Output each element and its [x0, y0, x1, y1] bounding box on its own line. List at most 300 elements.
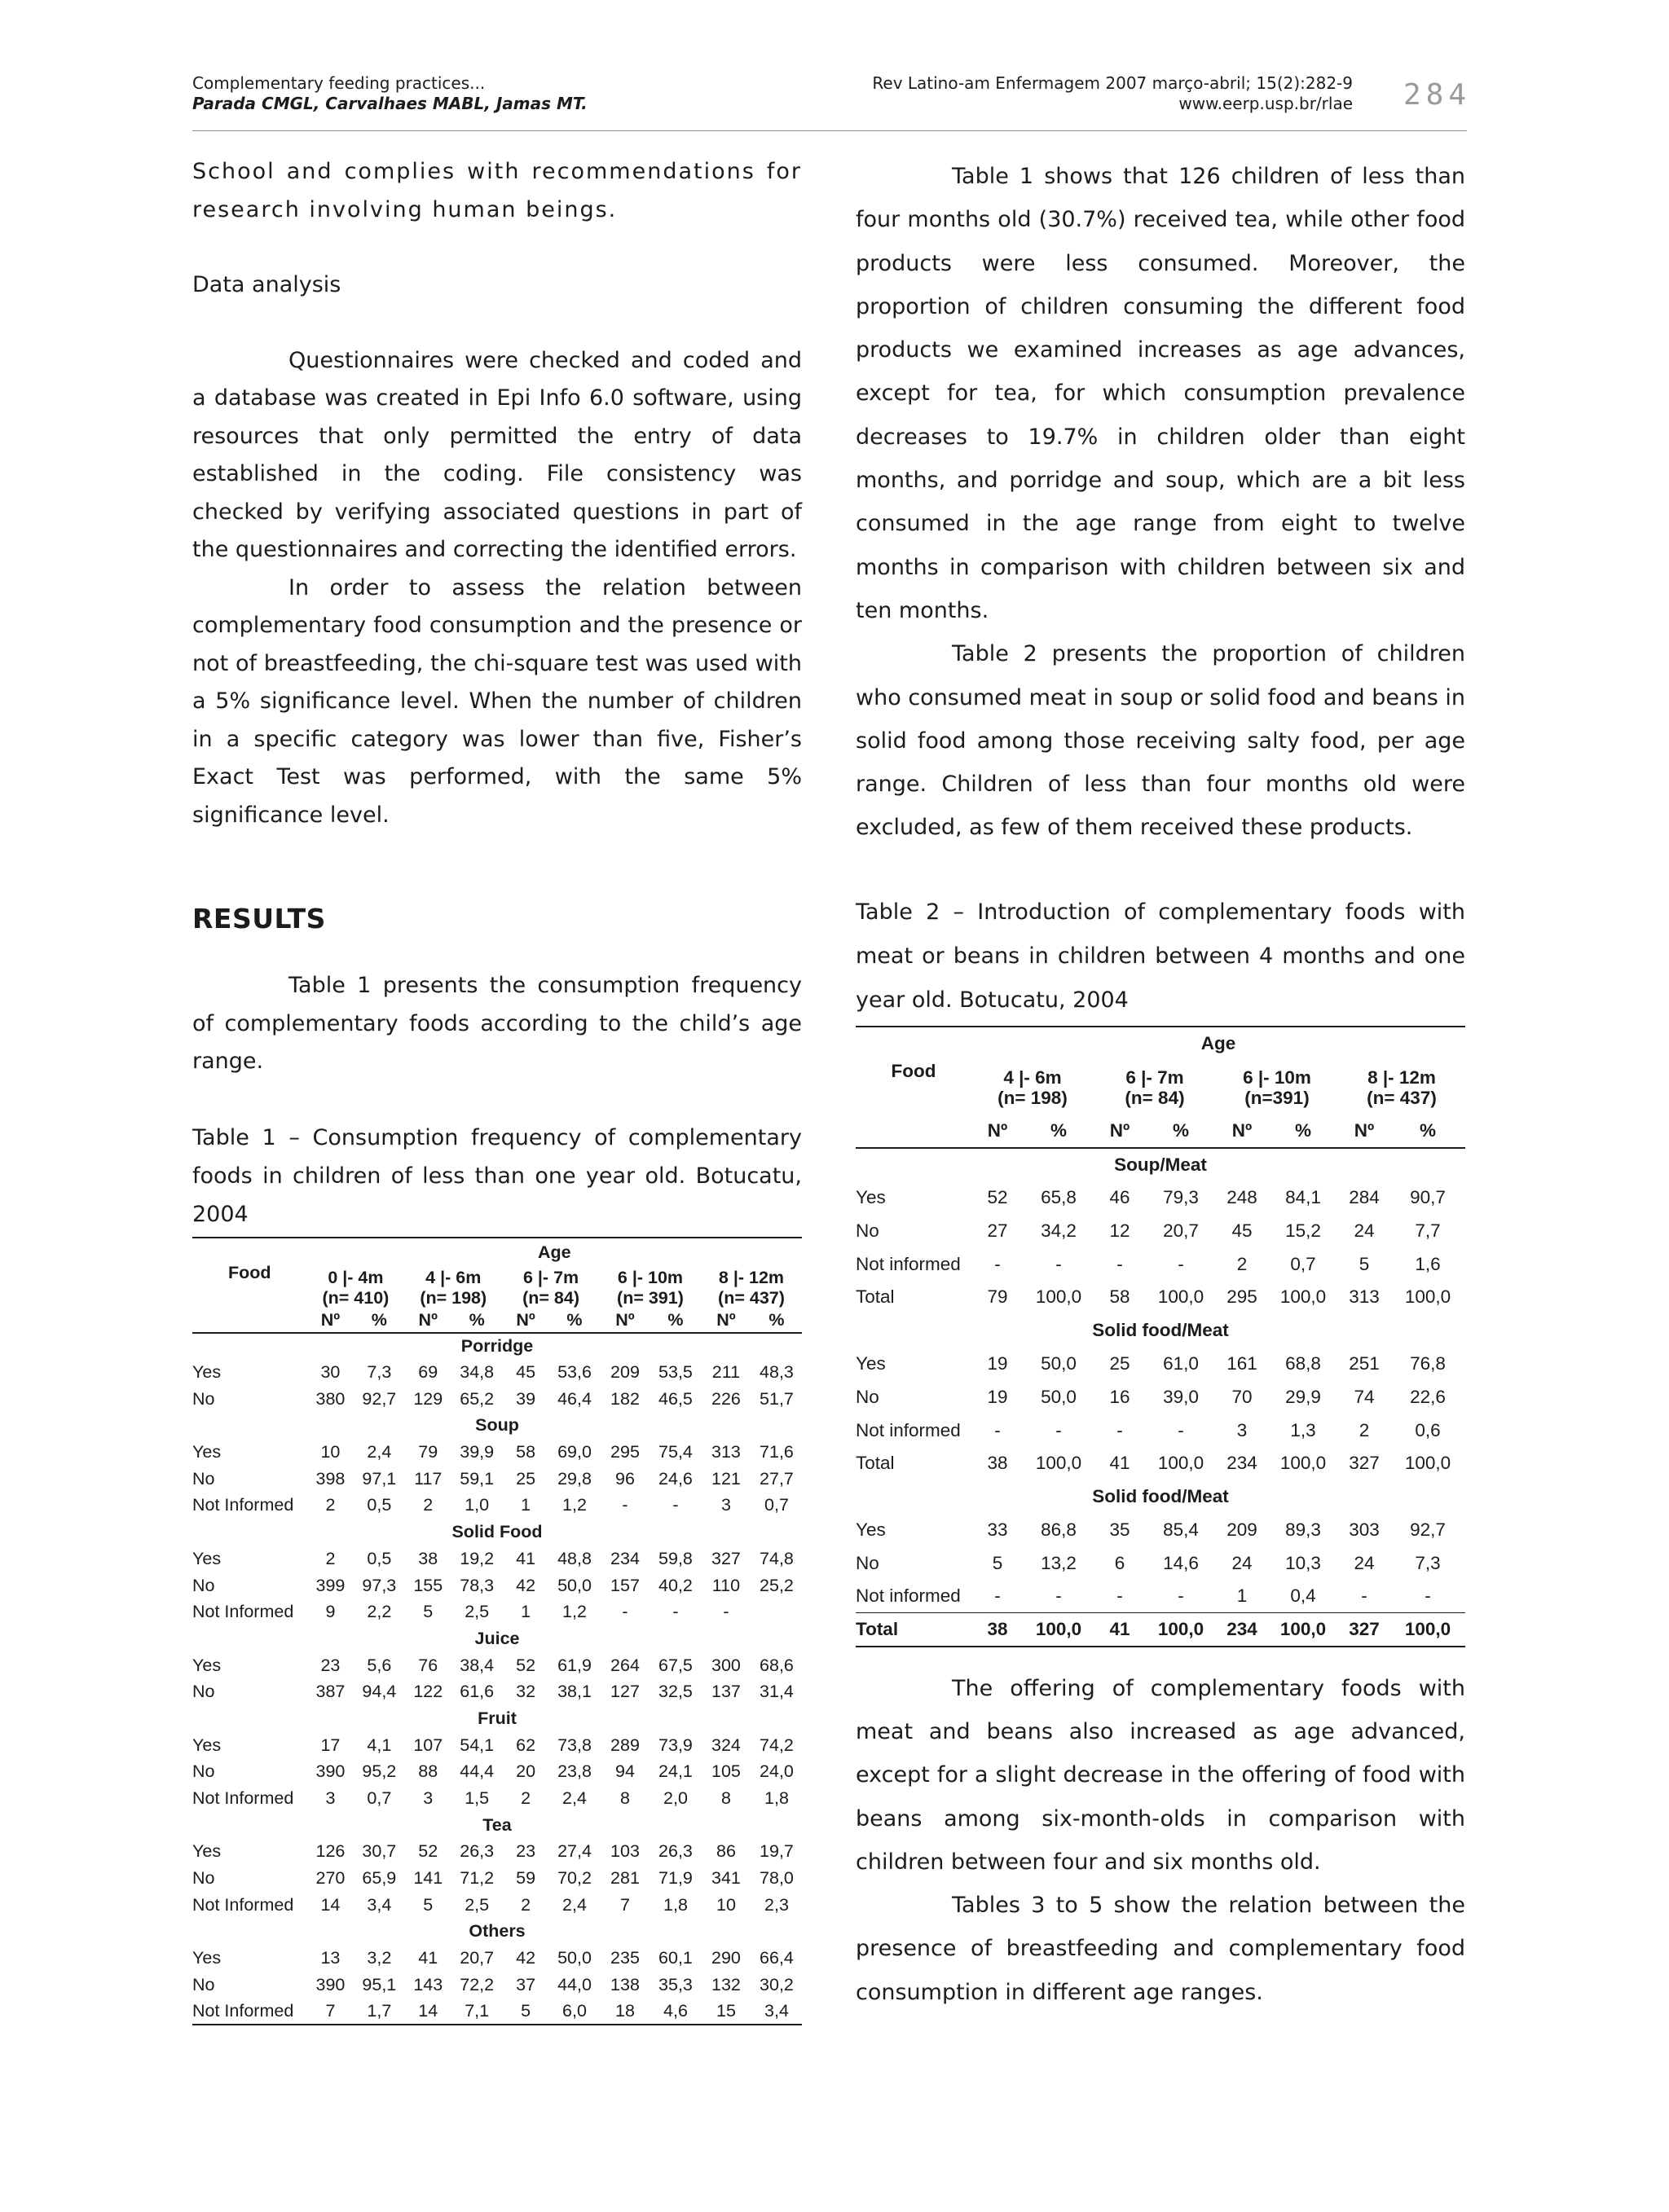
count-cell: 141: [413, 1868, 443, 1889]
percent-cell: 67,5: [658, 1655, 693, 1675]
count-cell: 20: [516, 1761, 536, 1782]
age-range-n: (n= 391): [617, 1287, 684, 1308]
table1-group-label: Soup: [475, 1415, 519, 1436]
percent-cell: 74,8: [760, 1548, 794, 1568]
table1-food-header: Food: [227, 1263, 271, 1282]
paragraph-intro: School and complies with recommendations for research involving human beings.: [192, 159, 802, 222]
count-cell: -: [994, 1419, 1001, 1440]
table2-group-row: [856, 1314, 1465, 1348]
paragraph-table2-intro: Table 2 presents the proportion of children who consumed meat in soup or solid food and beans in solid food among those receiving salty food, per age range. Children of less than four months old were excluded, as few of them received these products.: [856, 641, 1465, 841]
count-cell: 2: [521, 1788, 531, 1809]
percent-cell: 69,0: [557, 1442, 592, 1462]
count-cell: 107: [413, 1735, 443, 1755]
count-cell: 5: [502, 1999, 549, 2025]
table1-age-range: [600, 1268, 701, 1308]
count-cell: 2: [423, 1495, 434, 1515]
count-cell: 327: [711, 1548, 741, 1568]
percent-cell: 50,0: [557, 1948, 592, 1968]
age-range-n: (n= 437): [1367, 1087, 1437, 1108]
percent-cell: 6,0: [549, 1999, 600, 2025]
table2-caption: Table 2 – Introduction of complementary foods with meat or beans in children between 4 months and one year old. Botucatu, 2004: [856, 891, 1465, 1027]
count-cell: 33: [987, 1519, 1008, 1540]
count-cell: 41: [1109, 1453, 1130, 1474]
table1-age-range: [701, 1268, 802, 1308]
percent-cell: 2,4: [562, 1788, 587, 1809]
count-cell: 5: [423, 1602, 434, 1622]
percent-cell: 65,9: [362, 1868, 397, 1889]
count-cell: 122: [413, 1682, 443, 1702]
percent-cell: 1,3: [1290, 1419, 1316, 1440]
percent-cell: 73,9: [658, 1735, 693, 1755]
count-cell: 45: [1231, 1220, 1253, 1241]
age-range-label: 6 |- 7m: [1125, 1066, 1184, 1088]
percent-cell: 2,4: [367, 1442, 392, 1462]
percent-cell: 1,8: [663, 1894, 688, 1915]
count-cell: -: [1116, 1253, 1123, 1274]
percent-cell: 0,5: [367, 1548, 392, 1568]
percent-cell: 10,3: [1285, 1552, 1321, 1573]
age-range-n: (n= 198): [420, 1287, 487, 1308]
percent-cell: 44,0: [557, 1974, 592, 1994]
count-cell: 157: [610, 1575, 640, 1595]
empty-cell: [192, 1308, 307, 1333]
count-cell: 94: [615, 1761, 635, 1782]
percent-cell: 2,3: [764, 1894, 789, 1915]
percent-cell: 5,6: [367, 1655, 392, 1675]
table2: [856, 1027, 1465, 1647]
count-cell: 380: [315, 1388, 346, 1409]
col-percent-header: %: [751, 1308, 802, 1333]
count-cell: 58: [516, 1442, 536, 1462]
table2-age-range: [1094, 1060, 1216, 1115]
count-cell: 76: [418, 1655, 438, 1675]
count-cell: 38: [971, 1613, 1024, 1647]
table1-unit-row: [192, 1308, 802, 1333]
count-cell: 117: [414, 1468, 443, 1489]
count-cell: 6: [1114, 1552, 1125, 1573]
percent-cell: 50,0: [557, 1575, 592, 1595]
percent-cell: -: [1055, 1419, 1062, 1440]
col-count-header: Nº: [1338, 1115, 1390, 1148]
count-cell: 234: [1216, 1613, 1268, 1647]
count-cell: 24: [1354, 1220, 1375, 1241]
percent-cell: 3,4: [751, 1999, 802, 2025]
row-label: Yes: [192, 1948, 222, 1968]
table2-data-row: [856, 1348, 1465, 1381]
percent-cell: 78,0: [760, 1868, 794, 1889]
count-cell: 3: [423, 1788, 434, 1809]
count-cell: 161: [1226, 1352, 1257, 1374]
count-cell: 24: [1231, 1552, 1253, 1573]
table1-data-row: [192, 1599, 802, 1625]
table2-group-label: Soup/Meat: [1114, 1154, 1207, 1175]
empty-cell: [856, 1115, 971, 1148]
count-cell: 25: [516, 1468, 536, 1489]
percent-cell: 54,1: [460, 1735, 495, 1755]
percent-cell: 71,6: [760, 1442, 794, 1462]
percent-cell: 65,2: [460, 1388, 495, 1409]
col-count-header: Nº: [971, 1115, 1024, 1148]
count-cell: 19: [987, 1386, 1008, 1407]
percent-cell: 60,1: [658, 1948, 693, 1968]
percent-cell: 100,0: [1404, 1286, 1451, 1308]
count-cell: 7: [619, 1894, 630, 1915]
paragraph-table1-results: Table 1 shows that 126 children of less than four months old (30.7%) received tea, while other food products were less consumed. Moreover, the proportion of children consuming the different food products we examined increases as age advances, except for tea, for which consumption prevalence decreases to 19.7% in children older than eight months, and porridge and soup, which are a bit less consumed in the age range from eight to twelve months in comparison with children between six and ten months.: [856, 164, 1465, 623]
table2-age-header: Age: [1200, 1032, 1236, 1053]
percent-cell: 50,0: [1041, 1352, 1077, 1374]
count-cell: 17: [320, 1735, 341, 1755]
count-cell: -: [1116, 1419, 1123, 1440]
col-count-header: Nº: [600, 1308, 650, 1333]
paragraph-table1-intro: Table 1 presents the consumption frequency of complementary foods according to the child’s age range.: [192, 973, 802, 1074]
count-cell: 1: [521, 1602, 531, 1622]
table2-data-row: [856, 1447, 1465, 1480]
percent-cell: 46,4: [557, 1388, 592, 1409]
count-cell: 23: [320, 1655, 341, 1675]
row-label: No: [192, 1868, 215, 1889]
table1-group-row: [192, 1333, 802, 1360]
count-cell: 5: [992, 1552, 1003, 1573]
table1-group-row: [192, 1519, 802, 1546]
count-cell: 390: [315, 1974, 346, 1994]
table1-data-row: [192, 1572, 802, 1599]
percent-cell: 97,1: [362, 1468, 397, 1489]
percent-cell: 51,7: [760, 1388, 794, 1409]
percent-cell: 27,4: [557, 1841, 592, 1862]
age-range-n: (n= 84): [522, 1287, 580, 1308]
count-cell: 398: [315, 1468, 346, 1489]
count-cell: 74: [1354, 1386, 1375, 1407]
count-cell: 324: [711, 1735, 741, 1755]
count-cell: 38: [418, 1548, 438, 1568]
percent-cell: 61,6: [460, 1682, 495, 1702]
col-count-header: Nº: [502, 1308, 549, 1333]
percent-cell: 14,6: [1163, 1552, 1199, 1573]
percent-cell: 25,2: [760, 1575, 794, 1595]
percent-cell: 65,8: [1041, 1186, 1077, 1207]
age-range-label: 8 |- 12m: [1367, 1066, 1436, 1088]
count-cell: -: [994, 1253, 1001, 1274]
row-label: No: [192, 1575, 215, 1595]
percent-cell: 22,6: [1410, 1386, 1446, 1407]
table1-data-row: [192, 1732, 802, 1759]
row-label: Not informed: [856, 1419, 961, 1440]
percent-cell: [751, 1599, 802, 1625]
count-cell: 2: [325, 1495, 336, 1515]
percent-cell: 46,5: [658, 1388, 693, 1409]
percent-cell: 23,8: [557, 1761, 592, 1782]
percent-cell: 53,5: [658, 1362, 693, 1383]
age-range-label: 0 |- 4m: [328, 1267, 384, 1287]
percent-cell: 29,9: [1285, 1386, 1321, 1407]
percent-cell: 72,2: [460, 1974, 495, 1994]
table1-data-row: [192, 1678, 802, 1705]
count-cell: 12: [1109, 1220, 1130, 1241]
count-cell: 289: [610, 1735, 640, 1755]
page-number: 284: [1403, 78, 1472, 112]
count-cell: 14: [404, 1999, 451, 2025]
count-cell: 3: [1236, 1419, 1248, 1440]
percent-cell: -: [1425, 1585, 1431, 1607]
table1-group-row: [192, 1413, 802, 1440]
col-count-header: Nº: [307, 1308, 354, 1333]
count-cell: 295: [610, 1442, 640, 1462]
count-cell: 138: [610, 1974, 640, 1994]
percent-cell: 50,0: [1041, 1386, 1077, 1407]
table1-data-row: [192, 1439, 802, 1466]
count-cell: 235: [610, 1948, 640, 1968]
table1-age-range: [307, 1268, 405, 1308]
percent-cell: 24,1: [658, 1761, 693, 1782]
count-cell: 284: [1349, 1186, 1380, 1207]
percent-cell: 92,7: [362, 1388, 397, 1409]
count-cell: 3: [720, 1495, 731, 1515]
count-cell: 103: [610, 1841, 640, 1862]
percent-cell: 7,1: [451, 1999, 502, 2025]
age-range-label: 6 |- 7m: [522, 1267, 579, 1287]
table1-data-row: [192, 1785, 802, 1812]
count-cell: 303: [1349, 1519, 1380, 1540]
count-cell: 209: [1226, 1519, 1257, 1540]
row-label: No: [856, 1220, 879, 1241]
percent-cell: 100,0: [1035, 1286, 1082, 1308]
count-cell: -: [994, 1585, 1001, 1607]
percent-cell: 39,0: [1163, 1386, 1199, 1407]
count-cell: 1: [521, 1495, 531, 1515]
table1-data-row: [192, 1865, 802, 1892]
col-percent-header: %: [549, 1308, 600, 1333]
percent-cell: 95,2: [362, 1761, 397, 1782]
count-cell: 132: [711, 1974, 741, 1994]
percent-cell: 13,2: [1041, 1552, 1077, 1573]
percent-cell: 95,1: [362, 1974, 397, 1994]
count-cell: 32: [516, 1682, 536, 1702]
row-label: Yes: [192, 1655, 222, 1675]
percent-cell: 29,8: [557, 1468, 592, 1489]
percent-cell: 7,3: [367, 1362, 392, 1383]
row-label: Yes: [192, 1841, 222, 1862]
count-cell: 155: [413, 1575, 443, 1595]
article-short-title: Complementary feeding practices...: [192, 73, 486, 93]
table1-group-label: Fruit: [478, 1708, 517, 1728]
count-cell: 182: [610, 1388, 640, 1409]
section-heading-results: RESULTS: [192, 903, 326, 934]
percent-cell: 40,2: [658, 1575, 693, 1595]
count-cell: 14: [320, 1894, 341, 1915]
col-percent-header: %: [1390, 1115, 1465, 1148]
percent-cell: -: [1055, 1253, 1062, 1274]
count-cell: 234: [1226, 1453, 1257, 1474]
table1-data-row: [192, 1466, 802, 1493]
count-cell: 251: [1349, 1352, 1380, 1374]
count-cell: 2: [521, 1894, 531, 1915]
percent-cell: 4,6: [650, 1999, 701, 2025]
percent-cell: 38,4: [460, 1655, 495, 1675]
row-label: Total: [856, 1453, 895, 1474]
table1-data-row: [192, 1759, 802, 1786]
age-range-n: (n= 410): [322, 1287, 390, 1308]
percent-cell: 20,7: [460, 1948, 495, 1968]
row-label: Not Informed: [192, 1894, 294, 1915]
table1-data-row: [192, 1386, 802, 1413]
percent-cell: 74,2: [760, 1735, 794, 1755]
count-cell: -: [1116, 1585, 1123, 1607]
table2-data-row: [856, 1613, 1465, 1647]
count-cell: 105: [711, 1761, 741, 1782]
percent-cell: 0,7: [1290, 1253, 1316, 1274]
percent-cell: 84,1: [1285, 1186, 1321, 1207]
count-cell: 19: [987, 1352, 1008, 1374]
col-percent-header: %: [451, 1308, 502, 1333]
percent-cell: 26,3: [658, 1841, 693, 1862]
col-percent-header: %: [1146, 1115, 1216, 1148]
count-cell: 96: [615, 1468, 635, 1489]
count-cell: 52: [987, 1186, 1008, 1207]
count-cell: 313: [711, 1442, 741, 1462]
table1-caption: Table 1 – Consumption frequency of complementary foods in children of less than one year old. Botucatu, 2004: [192, 1119, 802, 1238]
table1-data-row: [192, 1892, 802, 1919]
count-cell: 3: [325, 1788, 336, 1809]
table2-age-range: [1338, 1060, 1465, 1115]
percent-cell: 2,5: [465, 1894, 490, 1915]
percent-cell: 73,8: [557, 1735, 592, 1755]
table2-data-row: [856, 1247, 1465, 1281]
count-cell: 52: [516, 1655, 536, 1675]
count-cell: 42: [516, 1948, 536, 1968]
table1-group-label: Solid Food: [451, 1522, 543, 1542]
count-cell: 27: [987, 1220, 1008, 1241]
table2-data-row: [856, 1181, 1465, 1215]
count-cell: 62: [516, 1735, 536, 1755]
left-column: [192, 153, 802, 2025]
percent-cell: 26,3: [460, 1841, 495, 1862]
percent-cell: 86,8: [1041, 1519, 1077, 1540]
count-cell: -: [723, 1602, 729, 1622]
table1-header-row: [192, 1238, 802, 1268]
percent-cell: -: [672, 1602, 679, 1622]
percent-cell: 100,0: [1157, 1453, 1204, 1474]
percent-cell: -: [1055, 1585, 1062, 1607]
age-range-label: 6 |- 10m: [617, 1267, 684, 1287]
table2-data-row: [856, 1546, 1465, 1580]
count-cell: 110: [711, 1575, 741, 1595]
count-cell: 129: [413, 1388, 443, 1409]
table1-data-row: [192, 1839, 802, 1866]
table2-group-row: [856, 1148, 1465, 1181]
col-count-header: Nº: [701, 1308, 751, 1333]
header-divider: [192, 130, 1467, 131]
percent-cell: 27,7: [760, 1468, 794, 1489]
count-cell: 209: [610, 1362, 640, 1383]
col-percent-header: %: [354, 1308, 404, 1333]
count-cell: 387: [315, 1682, 346, 1702]
row-label: Total: [856, 1286, 895, 1308]
percent-cell: 39,9: [460, 1442, 495, 1462]
count-cell: 327: [1349, 1453, 1380, 1474]
age-range-label: 8 |- 12m: [718, 1267, 785, 1287]
percent-cell: 44,4: [460, 1761, 495, 1782]
percent-cell: 68,8: [1285, 1352, 1321, 1374]
age-range-n: (n= 437): [718, 1287, 785, 1308]
table1-group-label: Tea: [482, 1814, 512, 1835]
count-cell: 5: [1359, 1253, 1370, 1274]
percent-cell: 76,8: [1410, 1352, 1446, 1374]
percent-cell: 0,5: [367, 1495, 392, 1515]
running-header-left: [192, 73, 588, 114]
count-cell: 15: [701, 1999, 751, 2025]
count-cell: 300: [711, 1655, 741, 1675]
table1-age-range: [502, 1268, 600, 1308]
row-label: No: [192, 1761, 215, 1782]
table2-header-row: [856, 1027, 1465, 1060]
percent-cell: 68,6: [760, 1655, 794, 1675]
table2-data-row: [856, 1214, 1465, 1247]
count-cell: 126: [315, 1841, 346, 1862]
running-header-right: [831, 73, 1353, 114]
percent-cell: 71,9: [658, 1868, 693, 1889]
table1-data-row: [192, 1652, 802, 1679]
count-cell: 59: [516, 1868, 536, 1889]
percent-cell: 1,5: [465, 1788, 490, 1809]
table2-group-label: Solid food/Meat: [1092, 1486, 1229, 1507]
percent-cell: 48,8: [557, 1548, 592, 1568]
count-cell: 2: [1236, 1253, 1248, 1274]
percent-cell: 0,4: [1290, 1585, 1316, 1607]
count-cell: 1: [1236, 1585, 1248, 1607]
count-cell: 16: [1109, 1386, 1130, 1407]
count-cell: 18: [600, 1999, 650, 2025]
count-cell: 88: [418, 1761, 438, 1782]
percent-cell: 34,8: [460, 1362, 495, 1383]
percent-cell: 66,4: [760, 1948, 794, 1968]
count-cell: 8: [619, 1788, 630, 1809]
percent-cell: 15,2: [1285, 1220, 1321, 1241]
table2-data-row: [856, 1580, 1465, 1613]
percent-cell: 61,9: [557, 1655, 592, 1675]
percent-cell: 53,6: [557, 1362, 592, 1383]
percent-cell: 100,0: [1404, 1453, 1451, 1474]
count-cell: 390: [315, 1761, 346, 1782]
percent-cell: -: [1178, 1253, 1184, 1274]
percent-cell: 1,8: [764, 1788, 789, 1809]
age-range-label: 6 |- 10m: [1243, 1066, 1311, 1088]
count-cell: 69: [418, 1362, 438, 1383]
percent-cell: -: [672, 1495, 679, 1515]
row-label: Total: [856, 1613, 971, 1647]
percent-cell: 100,0: [1146, 1613, 1216, 1647]
count-cell: 248: [1226, 1186, 1257, 1207]
count-cell: 121: [711, 1468, 741, 1489]
count-cell: 42: [516, 1575, 536, 1595]
percent-cell: 2,5: [465, 1602, 490, 1622]
percent-cell: 59,8: [658, 1548, 693, 1568]
col-percent-header: %: [1024, 1115, 1094, 1148]
percent-cell: 1,2: [562, 1602, 587, 1622]
count-cell: 52: [418, 1841, 438, 1862]
count-cell: 10: [320, 1442, 341, 1462]
percent-cell: 1,7: [354, 1999, 404, 2025]
row-label: Not informed: [856, 1585, 961, 1607]
table1-data-row: [192, 1999, 802, 2025]
col-percent-header: %: [1268, 1115, 1338, 1148]
percent-cell: 48,3: [760, 1362, 794, 1383]
table2-food-header: Food: [891, 1060, 936, 1081]
percent-cell: 2,0: [663, 1788, 688, 1809]
percent-cell: 100,0: [1390, 1613, 1465, 1647]
row-label: No: [856, 1386, 879, 1407]
row-label: Yes: [192, 1362, 222, 1383]
count-cell: 7: [307, 1999, 354, 2025]
